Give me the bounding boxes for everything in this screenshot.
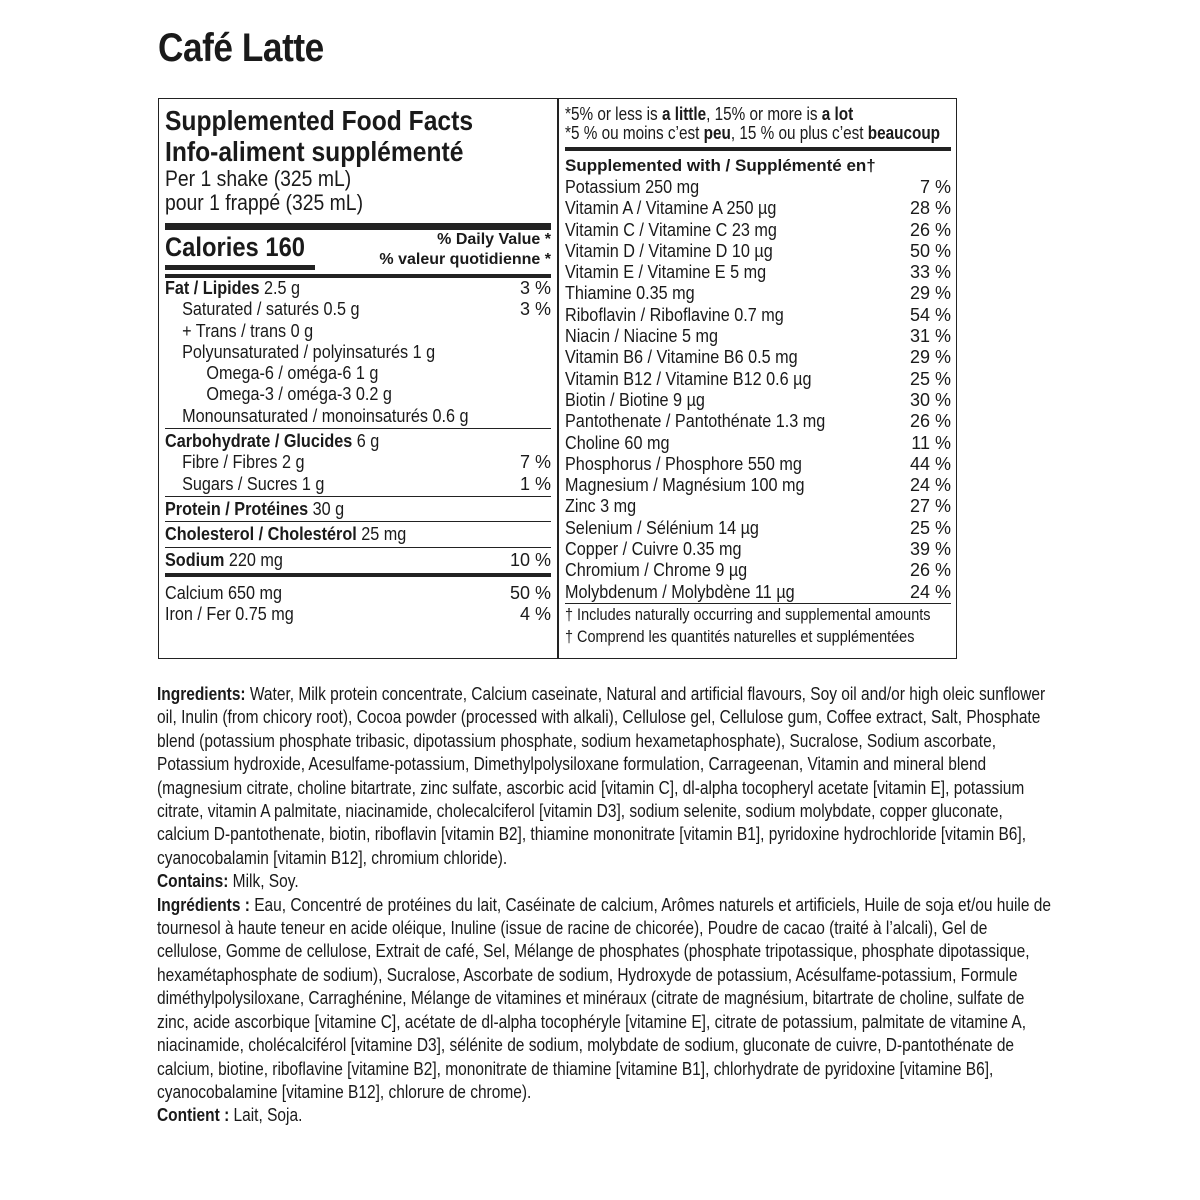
supplement-percent: 33 % xyxy=(909,262,951,283)
nutrient-percent: 10 % xyxy=(509,549,551,570)
nutrient-label: Fat / Lipides 2.5 g xyxy=(165,278,301,298)
supplement-percent: 26 % xyxy=(909,219,951,240)
supplement-percent: 7 % xyxy=(919,177,951,197)
supplement-label: Vitamin B6 / Vitamine B6 0.5 mg xyxy=(565,347,798,368)
supplement-label: Zinc 3 mg xyxy=(565,496,637,517)
contains-fr: Contient : Lait, Soja. xyxy=(157,1105,303,1126)
nutrient-row xyxy=(165,321,551,342)
supplement-label: Vitamin B12 / Vitamine B12 0.6 µg xyxy=(565,368,812,389)
supplement-label: Selenium / Sélénium 14 µg xyxy=(565,517,759,538)
section-rule xyxy=(165,521,551,522)
daily-value-en: % Daily Value * xyxy=(437,231,551,248)
supplement-percent: 27 % xyxy=(909,496,951,517)
supplement-row xyxy=(565,518,951,539)
supplement-label: Niacin / Niacine 5 mg xyxy=(565,326,719,347)
nutrient-row xyxy=(165,524,551,545)
supplement-row xyxy=(565,475,951,496)
nutrient-row xyxy=(165,342,551,363)
contains-en: Contains: Milk, Soy. xyxy=(157,871,299,892)
supplement-row xyxy=(565,390,951,411)
supplement-label: Thiamine 0.35 mg xyxy=(565,283,695,304)
product-title: Café Latte xyxy=(158,26,324,70)
heading-fr: Info-aliment supplémenté xyxy=(165,136,464,167)
ingredients-fr: Ingrédients : Eau, Concentré de protéines du lait, Caséinate de calcium, Arômes naturels et artificiels, Huile de soja et/ou huile de tournesol à haute teneur en acide oléique, Inuline (issue de racine de chicorée), Poudre de cacao (traité à l’alcali), Gel de cellulose, Gomme de cellulose, Extrait de café, Sel, Mélange de phosphates (phosphate tripotassique, phosphate dipotassique, hexamétaphosphate de sodium), Sucralose, Ascorbate de sodium, Hydroxyde de potassium, Acésulfame-potassium, Formule diméthylpolysiloxane, Carraghénine, Mélange de vitamines et minéraux (citrate de magnésium, bitartrate de choline, sulfate de zinc, acide ascorbique [vitamine C], acétate de dl-alpha tocophéryle [vitamine E], citrate de potassium, palmitate de vitamine A, niacinamide, cholécalciférol [vitamine D3], sélénite de sodium, molybdate de sodium, gluconate de cuivre, D-pantothénate de calcium, biotine, riboflavine [vitamine B2], mononitrate de thiamine [vitamine B1], chlorhydrate de pyridoxine [vitamine B6], cyanocobalamine [vitamine B12], chlorure de chrome). xyxy=(157,894,1052,1102)
supplement-percent: 31 % xyxy=(909,326,951,347)
supplement-percent: 39 % xyxy=(909,539,951,560)
section-rule xyxy=(165,428,551,429)
supplement-percent: 50 % xyxy=(909,240,951,261)
nutrition-facts-panel xyxy=(158,98,957,659)
supplement-percent: 28 % xyxy=(909,198,951,219)
reference-fr: *5 % ou moins c’est peu, 15 % ou plus c’est beaucoup xyxy=(565,123,941,143)
footnote-en: † Includes naturally occurring and supplemental amounts xyxy=(565,604,931,624)
supplement-label: Chromium / Chrome 9 µg xyxy=(565,560,748,581)
nutrition-right-column xyxy=(565,99,951,648)
supplement-row xyxy=(565,582,951,603)
nutrient-row xyxy=(165,583,551,604)
supplement-row xyxy=(565,539,951,560)
nutrient-row xyxy=(165,384,551,405)
ingredients-en: Ingredients: Water, Milk protein concentrate, Calcium caseinate, Natural and artificial flavours, Soy oil and/or high oleic sunflower oil, Inulin (from chicory root), Cocoa powder (processed with alkali), Cellulose gel, Cellulose gum, Coffee extract, Salt, Phosphate blend (potassium phosphate tribasic, dipotassium phosphate, sodium hexametaphosphate), Sucralose, Sodium ascorbate, Potassium hydroxide, Acesulfame-potassium, Dimethylpolysiloxane formulation, Carrageenan, Vitamin and mineral blend (magnesium citrate, choline bitartrate, zinc sulfate, ascorbic acid [vitamin C], dl-alpha tocopheryl acetate [vitamin E], potassium citrate, vitamin A palmitate, niacinamide, cholecalciferol [vitamin D3], sodium selenite, sodium molybdate, copper gluconate, calcium D-pantothenate, biotin, riboflavin [vitamin B2], thiamine mononitrate [vitamin B1], pyridoxine hydrochloride [vitamin B6], cyanocobalamin [vitamin B12], chromium chloride). xyxy=(157,684,1046,868)
supplement-label: Biotin / Biotine 9 µg xyxy=(565,389,705,410)
supplement-label: Vitamin E / Vitamine E 5 mg xyxy=(565,262,767,283)
supplement-percent: 26 % xyxy=(909,411,951,432)
heading-en: Supplemented Food Facts xyxy=(165,105,474,136)
supplement-percent: 30 % xyxy=(909,389,951,410)
supplement-label: Riboflavin / Riboflavine 0.7 mg xyxy=(565,304,784,325)
calories-label: Calories 160 xyxy=(165,232,306,262)
thick-rule xyxy=(165,223,551,230)
nutrient-row xyxy=(165,499,551,520)
nutrient-row xyxy=(165,550,551,571)
calories-underline xyxy=(165,265,315,270)
footnote-fr: † Comprend les quantités naturelles et supplémentées xyxy=(565,626,915,646)
supplement-percent: 26 % xyxy=(909,560,951,581)
supplement-row xyxy=(565,496,951,517)
nutrient-percent: 50 % xyxy=(509,582,551,603)
supplement-row xyxy=(565,283,951,304)
supplement-row xyxy=(565,326,951,347)
supplement-row xyxy=(565,198,951,219)
nutrient-percent: 3 % xyxy=(519,278,551,298)
nutrient-percent: 4 % xyxy=(519,604,551,625)
nutrient-row xyxy=(165,363,551,384)
nutrient-percent: 7 % xyxy=(519,452,551,473)
supplement-percent: 24 % xyxy=(909,581,951,602)
supplement-percent: 29 % xyxy=(909,347,951,368)
supplement-percent: 29 % xyxy=(909,283,951,304)
nutrient-row xyxy=(165,431,551,452)
supplement-row xyxy=(565,347,951,368)
nutrient-label: Cholesterol / Cholestérol 25 mg xyxy=(165,524,407,545)
nutrient-label: + Trans / trans 0 g xyxy=(182,320,314,341)
nutrient-row xyxy=(165,452,551,473)
supplement-percent: 11 % xyxy=(911,432,951,453)
section-rule xyxy=(165,496,551,497)
calories-row xyxy=(165,230,551,274)
nutrient-row xyxy=(165,406,551,427)
nutrient-row xyxy=(165,474,551,495)
supplement-percent: 25 % xyxy=(909,517,951,538)
supplement-row xyxy=(565,305,951,326)
supplement-label: Magnesium / Magnésium 100 mg xyxy=(565,475,805,496)
supplemented-heading: Supplemented with / Supplémenté en† xyxy=(565,156,876,175)
nutrient-label: Omega-3 / oméga-3 0.2 g xyxy=(206,384,392,405)
supplement-label: Vitamin A / Vitamine A 250 µg xyxy=(565,198,777,219)
supplement-percent: 54 % xyxy=(909,304,951,325)
nutrient-label: Calcium 650 mg xyxy=(165,582,283,603)
nutrient-label: Protein / Protéines 30 g xyxy=(165,498,345,519)
supplement-label: Molybdenum / Molybdène 11 µg xyxy=(565,581,795,602)
supplement-row xyxy=(565,177,951,198)
supplement-row xyxy=(565,433,951,454)
supplement-row xyxy=(565,560,951,581)
supplement-row xyxy=(565,454,951,475)
nutrient-label: Omega-6 / oméga-6 1 g xyxy=(206,363,379,384)
supplement-row xyxy=(565,241,951,262)
nutrient-label: Polyunsaturated / polyinsaturés 1 g xyxy=(182,341,436,362)
reference-en: *5% or less is a little, 15% or more is a lot xyxy=(565,104,854,124)
serving-size-en: Per 1 shake (325 mL) xyxy=(165,166,352,191)
section-rule xyxy=(165,573,551,577)
panel-divider xyxy=(557,99,559,658)
supplement-label: Choline 60 mg xyxy=(565,432,670,453)
nutrient-row xyxy=(165,299,551,320)
supplement-percent: 24 % xyxy=(909,475,951,496)
supplement-label: Phosphorus / Phosphore 550 mg xyxy=(565,453,802,474)
supplement-row xyxy=(565,262,951,283)
nutrient-label: Saturated / saturés 0.5 g xyxy=(182,299,360,320)
supplement-row xyxy=(565,220,951,241)
nutrient-label: Sodium 220 mg xyxy=(165,549,283,570)
nutrition-left-column xyxy=(165,99,551,625)
daily-value-fr: % valeur quotidienne * xyxy=(379,251,551,268)
supplement-label: Vitamin C / Vitamine C 23 mg xyxy=(565,219,777,240)
supplement-list xyxy=(565,177,951,603)
supplement-row xyxy=(565,411,951,432)
nutrient-label: Monounsaturated / monoinsaturés 0.6 g xyxy=(182,405,469,426)
nutrient-label: Fibre / Fibres 2 g xyxy=(182,452,305,473)
supplement-label: Pantothenate / Pantothénate 1.3 mg xyxy=(565,411,826,432)
nutrient-percent: 3 % xyxy=(519,299,551,320)
nutrient-label: Sugars / Sucres 1 g xyxy=(182,473,325,494)
nutrient-label: Iron / Fer 0.75 mg xyxy=(165,604,294,625)
supplement-label: Vitamin D / Vitamine D 10 µg xyxy=(565,240,773,261)
supplement-label: Potassium 250 mg xyxy=(565,177,700,197)
nutrient-percent: 1 % xyxy=(519,473,551,494)
supplement-row xyxy=(565,369,951,390)
ingredients-block xyxy=(157,683,1057,1128)
nutrient-row xyxy=(165,278,551,299)
supplement-label: Copper / Cuivre 0.35 mg xyxy=(565,539,742,560)
serving-size-fr: pour 1 frappé (325 mL) xyxy=(165,190,364,215)
supplement-percent: 25 % xyxy=(909,368,951,389)
nutrient-label: Carbohydrate / Glucides 6 g xyxy=(165,431,380,452)
nutrient-list xyxy=(165,278,551,625)
nutrient-row xyxy=(165,604,551,625)
supplement-percent: 44 % xyxy=(909,453,951,474)
section-rule xyxy=(165,547,551,548)
